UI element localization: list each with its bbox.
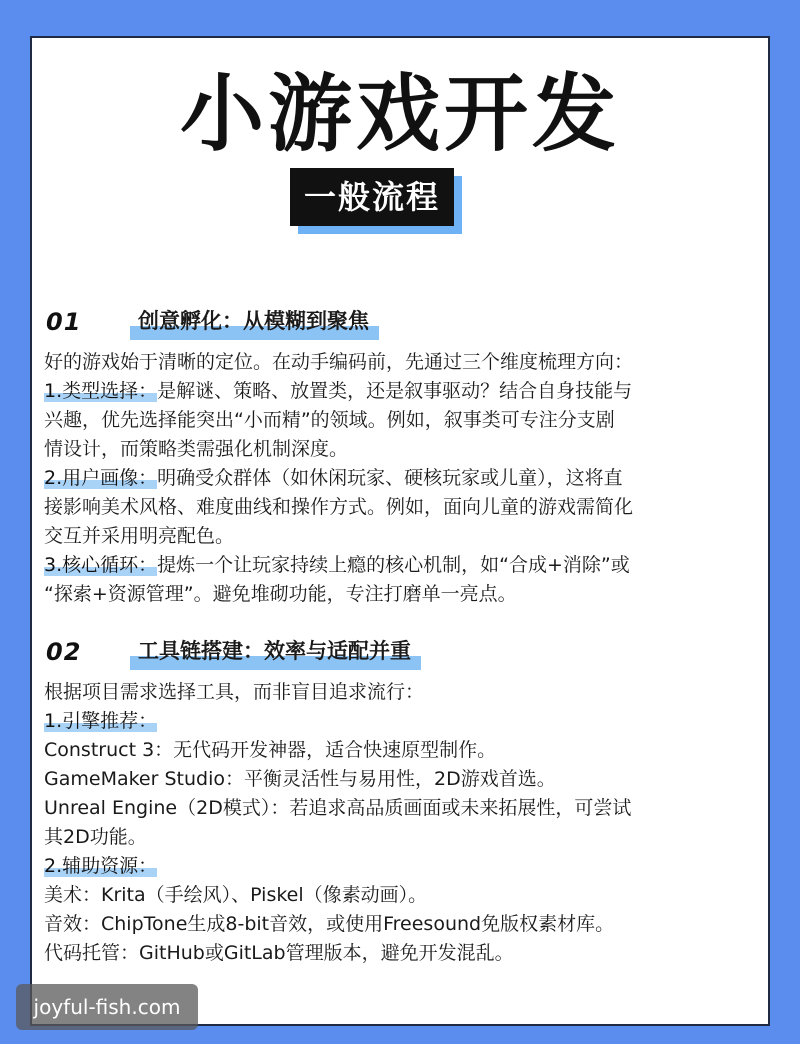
body-line bbox=[44, 736, 631, 765]
section-title bbox=[138, 306, 369, 336]
keyword-label: 2.辅助资源： bbox=[44, 855, 158, 877]
body-text: 情设计，而策略类需强化机制深度。 bbox=[44, 438, 349, 460]
body-text: “探索+资源管理”。避免堆砌功能，专注打磨单一亮点。 bbox=[44, 583, 517, 605]
body-line bbox=[44, 765, 631, 794]
body-text: 接影响美术风格、难度曲线和操作方式。例如，面向儿童的游戏需简化 bbox=[44, 496, 634, 518]
body-line bbox=[44, 881, 631, 910]
section-title-text: 创意孵化：从模糊到聚焦 bbox=[138, 309, 369, 333]
keyword-label: 2.用户画像： bbox=[44, 467, 158, 489]
keyword-label: 1.类型选择： bbox=[44, 380, 158, 402]
body-text: 其2D功能。 bbox=[44, 826, 147, 848]
section-title-text: 工具链搭建：效率与适配并重 bbox=[138, 639, 411, 663]
keyword-label: 1.引擎推荐： bbox=[44, 710, 158, 732]
subtitle-badge bbox=[290, 168, 454, 226]
body-text: 代码托管：GitHub或GitLab管理版本，避免开发混乱。 bbox=[44, 942, 514, 964]
body-text: 兴趣，优先选择能突出“小而精”的领域。例如，叙事类可专注分支剧 bbox=[44, 409, 615, 431]
body-text: 好的游戏始于清晰的定位。在动手编码前，先通过三个维度梳理方向： bbox=[44, 351, 634, 373]
body-line bbox=[44, 678, 631, 707]
body-line bbox=[44, 464, 633, 493]
body-text: 提炼一个让玩家持续上瘾的核心机制，如“合成+消除”或 bbox=[157, 554, 630, 576]
body-line bbox=[44, 435, 633, 464]
body-line bbox=[44, 823, 631, 852]
keyword-label: 3.核心循环： bbox=[44, 554, 158, 576]
body-line bbox=[44, 939, 631, 968]
body-line bbox=[44, 377, 633, 406]
section-number: 01 bbox=[46, 308, 82, 336]
body-line bbox=[44, 707, 631, 736]
section-title bbox=[138, 636, 411, 666]
body-text: 音效：ChipTone生成8-bit音效，或使用Freesound免版权素材库。 bbox=[44, 913, 615, 935]
body-text: 交互并采用明亮配色。 bbox=[44, 525, 235, 547]
body-line bbox=[44, 348, 633, 377]
body-line bbox=[44, 522, 633, 551]
subtitle-text: 一般流程 bbox=[290, 168, 454, 226]
body-line bbox=[44, 406, 633, 435]
body-text: GameMaker Studio：平衡灵活性与易用性，2D游戏首选。 bbox=[44, 768, 556, 790]
body-line bbox=[44, 852, 631, 881]
body-line bbox=[44, 551, 633, 580]
body-line bbox=[44, 580, 633, 609]
body-text: 明确受众群体（如休闲玩家、硬核玩家或儿童），这将直 bbox=[157, 467, 623, 489]
body-line bbox=[44, 493, 633, 522]
section-body-01 bbox=[44, 348, 633, 609]
body-line bbox=[44, 794, 631, 823]
section-body-02 bbox=[44, 678, 631, 968]
body-text: Construct 3：无代码开发神器，适合快速原型制作。 bbox=[44, 739, 497, 761]
section-number: 02 bbox=[46, 638, 82, 666]
page-title: 小游戏开发 bbox=[179, 65, 620, 163]
watermark: joyful-fish.com bbox=[16, 984, 198, 1030]
body-line bbox=[44, 910, 631, 939]
body-text: Unreal Engine（2D模式）：若追求高品质画面或未来拓展性，可尝试 bbox=[44, 797, 632, 819]
body-text: 根据项目需求选择工具，而非盲目追求流行： bbox=[44, 681, 425, 703]
body-text: 美术：Krita（手绘风）、Piskel（像素动画）。 bbox=[44, 884, 428, 906]
body-text: 是解谜、策略、放置类，还是叙事驱动？结合自身技能与 bbox=[157, 380, 633, 402]
